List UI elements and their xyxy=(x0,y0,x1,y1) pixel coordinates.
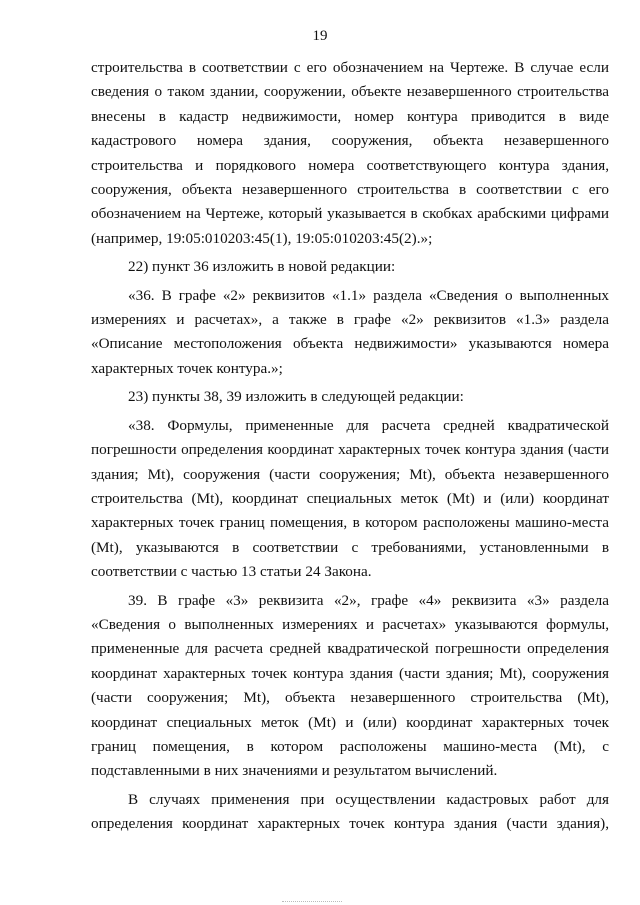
document-body xyxy=(91,56,609,837)
paragraph-item-22: 22) пункт 36 изложить в новой редакции: xyxy=(128,258,396,276)
paragraph-item-23: 23) пункты 38, 39 изложить в следующей редакции: xyxy=(128,388,464,406)
paragraph-clause-38: «38. Формулы, примененные для расчета средней квадратической погрешности определения координат характерных точек контура здания (части здания; Mt), сооружения (части сооружения; Mt), объекта незавершенного строительства (Mt), координат специальных меток (Mt) и (или) координат характерных точек границ помещения, в котором расположены машино-места (Mt), указываются в соответствии с требованиями, установленными в соответствии с частью 13 статьи 24 Закона. xyxy=(91,416,609,581)
paragraph-cases: В случаях применения при осуществлении кадастровых работ для определения координат характерных точек контура здания (части здания), xyxy=(91,790,609,833)
paragraph-clause-39: 39. В графе «3» реквизита «2», графе «4» реквизита «3» раздела «Сведения о выполненных измерениях и расчетах» указываются формулы, примененные для расчета средней квадратической погрешности определения координат характерных точек контура здания (части здания; Mt), сооружения (части сооружения; Mt), объекта незавершенного строительства (Mt), координат специальных меток (Mt) и (или) координат характерных точек границ помещения, в котором расположены машино-места (Mt), с подставленными в них значениями и результатом вычислений. xyxy=(91,591,609,780)
scan-edge-mark xyxy=(282,901,342,905)
paragraph-clause-36: «36. В графе «2» реквизитов «1.1» раздела «Сведения о выполненных измерениях и расчетах», а также в графе «2» реквизитов «1.3» раздела «Описание местоположения объекта недвижимости» указываются номера характерных точек контура.»; xyxy=(91,286,609,377)
page-number: 19 xyxy=(312,28,328,44)
paragraph-continuation: строительства в соответствии с его обозначением на Чертеже. В случае если сведения о таком здании, сооружении, объекте незавершенного строительства внесены в кадастр недвижимости, номер контура приводится в виде кадастрового номера здания, сооружения, объекта незавершенного строительства и порядкового номера соответствующего контура здания, сооружения, объекта незавершенного строительства в соответствии с его обозначением на Чертеже, который указывается в скобках арабскими цифрами (например, 19:05:010203:45(1), 19:05:010203:45(2).»; xyxy=(91,59,609,247)
